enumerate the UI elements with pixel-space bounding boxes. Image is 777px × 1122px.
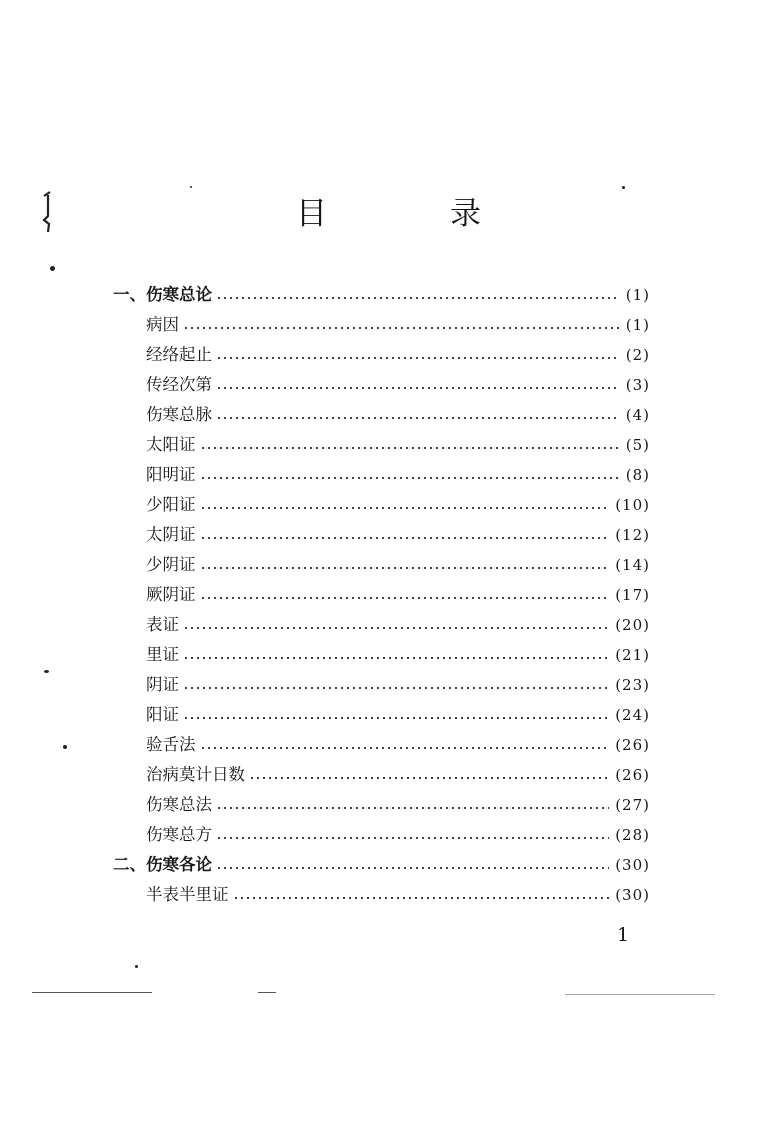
toc-dot-leader (200, 507, 610, 509)
toc-entry[interactable] (146, 581, 650, 609)
scan-bottom-line (32, 992, 152, 993)
toc-entry-page: (1) (625, 286, 650, 304)
toc-entry-page: (4) (625, 406, 650, 424)
toc-entry[interactable] (146, 551, 650, 579)
toc-entry-label: 半表半里证 (146, 885, 229, 904)
toc-entry-page: (1) (625, 316, 650, 334)
toc-entry-page: (21) (615, 646, 650, 664)
scan-speck (44, 670, 49, 673)
toc-entry-label: 传经次第 (146, 375, 212, 394)
toc-dot-leader (233, 897, 610, 899)
scan-bottom-line (565, 994, 715, 995)
toc-entry[interactable] (146, 401, 650, 429)
toc-entry-page: (27) (615, 796, 650, 814)
toc-dot-leader (183, 657, 609, 659)
toc-entry-page: (24) (615, 706, 650, 724)
toc-entry-page: (10) (615, 496, 650, 514)
toc-entry-page: (26) (615, 736, 650, 754)
toc-entry[interactable] (146, 731, 650, 759)
toc-entry[interactable] (146, 821, 650, 849)
toc-entry[interactable] (146, 611, 650, 639)
scan-speck (135, 965, 138, 968)
page-number: 1 (617, 924, 630, 946)
toc-dot-leader (216, 417, 620, 419)
toc-entry-label: 验舌法 (146, 735, 196, 754)
toc-dot-leader (200, 477, 620, 479)
toc-entry-page: (20) (615, 616, 650, 634)
toc-entry[interactable] (146, 341, 650, 369)
page-title: 目 录 (296, 196, 527, 232)
toc-entry-label: 二、伤寒各论 (113, 855, 212, 874)
toc-entry-label: 少阳证 (146, 495, 196, 514)
toc-entry-page: (8) (625, 466, 650, 484)
toc-entry[interactable] (146, 641, 650, 669)
toc-dot-leader (249, 777, 609, 779)
toc-entry-label: 阴证 (146, 675, 179, 694)
toc-entry-label: 太阳证 (146, 435, 196, 454)
toc-dot-leader (183, 717, 609, 719)
toc-entry[interactable] (146, 311, 650, 339)
toc-entry-page: (3) (625, 376, 650, 394)
toc-dot-leader (200, 537, 610, 539)
toc-dot-leader (216, 867, 609, 869)
toc-entry[interactable] (113, 851, 650, 879)
toc-entry[interactable] (146, 521, 650, 549)
scan-bottom-line (258, 992, 276, 993)
toc-entry-label: 厥阴证 (146, 585, 196, 604)
toc-entry-label: 伤寒总方 (146, 825, 212, 844)
toc-entry[interactable] (146, 371, 650, 399)
toc-entry[interactable] (146, 701, 650, 729)
toc-entry[interactable] (146, 881, 650, 909)
toc-entry-page: (12) (615, 526, 650, 544)
toc-entry-page: (14) (615, 556, 650, 574)
toc-entry-page: (28) (615, 826, 650, 844)
toc-dot-leader (216, 387, 620, 389)
toc-entry-label: 少阴证 (146, 555, 196, 574)
toc-entry-page: (26) (615, 766, 650, 784)
toc-dot-leader (183, 687, 609, 689)
toc-entry-page: (23) (615, 676, 650, 694)
toc-entry-page: (30) (615, 886, 650, 904)
toc-entry[interactable] (146, 461, 650, 489)
toc-entry-label: 一、伤寒总论 (113, 285, 212, 304)
toc-dot-leader (216, 357, 620, 359)
toc-entry-label: 里证 (146, 645, 179, 664)
toc-entry-page: (5) (625, 436, 650, 454)
scan-speck (63, 745, 67, 749)
toc-entry-label: 阳明证 (146, 465, 196, 484)
toc-entry[interactable] (146, 791, 650, 819)
toc-dot-leader (200, 567, 610, 569)
toc-entry[interactable] (113, 281, 650, 309)
toc-entry-page: (17) (615, 586, 650, 604)
toc-entry-label: 治病莫计日数 (146, 765, 245, 784)
toc-entry-label: 伤寒总脉 (146, 405, 212, 424)
toc-entry-label: 病因 (146, 315, 179, 334)
toc-entry-label: 阳证 (146, 705, 179, 724)
toc-entry[interactable] (146, 431, 650, 459)
toc-entry-page: (30) (615, 856, 650, 874)
toc-entry-label: 太阴证 (146, 525, 196, 544)
toc-dot-leader (216, 297, 620, 299)
toc-dot-leader (216, 807, 609, 809)
toc-dot-leader (200, 597, 610, 599)
toc-entry-page: (2) (625, 346, 650, 364)
toc-entry[interactable] (146, 761, 650, 789)
toc-entry[interactable] (146, 491, 650, 519)
toc-dot-leader (216, 837, 609, 839)
toc-entry-label: 伤寒总法 (146, 795, 212, 814)
toc-entry-label: 经络起止 (146, 345, 212, 364)
toc-entry[interactable] (146, 671, 650, 699)
toc-dot-leader (183, 627, 609, 629)
toc-entry-label: 表证 (146, 615, 179, 634)
scan-speck (50, 266, 55, 271)
toc-dot-leader (200, 747, 610, 749)
toc-dot-leader (200, 447, 620, 449)
toc-dot-leader (183, 327, 620, 329)
